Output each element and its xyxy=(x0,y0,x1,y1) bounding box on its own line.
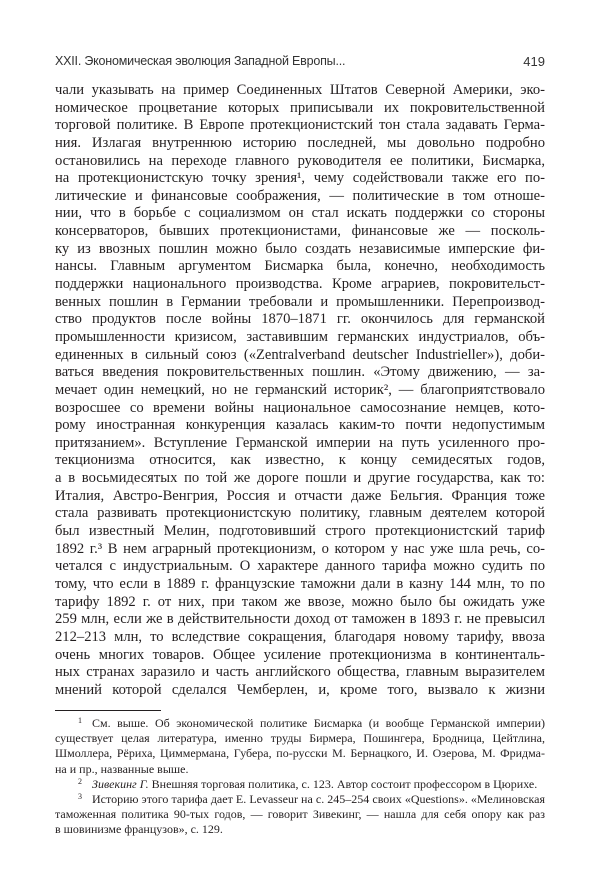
footnote-number: 2 xyxy=(78,776,82,786)
footnote-separator xyxy=(55,710,161,711)
text-line: рому иностранная конкуренция казалась каким-то почти недопустимым xyxy=(55,417,545,434)
footnote-number: 3 xyxy=(78,791,82,801)
text-line: промышленности кризисом, заставившим германских индустриалов, объ- xyxy=(55,328,545,345)
text-line: литические и финансовые соображения, — политические в том отноше- xyxy=(55,187,545,204)
text-line: 259 млн, если же в действительности доход от таможен в 1893 г. не превысил xyxy=(55,611,545,628)
footnote-line xyxy=(55,731,545,746)
footnote-text: Историю этого тарифа дает E. Levasseur на с. 245–254 своих «Questions». «Мелиновская xyxy=(92,791,545,806)
footnote-line xyxy=(55,762,545,777)
text-line: остановились на переходе главного руководителя ее политики, Бисмарка, xyxy=(55,152,545,169)
footnote-text: в шовинизме французов», с. 129. xyxy=(55,822,223,837)
text-line: на протекционистскую точку зрения¹, чему содействовали также его по- xyxy=(55,170,545,187)
text-line: венных пошлин в Германии требовали и промышленники. Перепроизвод- xyxy=(55,293,545,310)
text-line: поддержки национального производства. Кроме аграриев, покровительст- xyxy=(55,276,545,293)
text-line: тому, что если в 1889 г. французские таможни дали в казну 144 млн, то по xyxy=(55,575,545,592)
text-line: ваться введения покровительственных пошлин. «Этому движению, — за- xyxy=(55,364,545,381)
footnote-text: Внешняя торговая политика, с. 123. Автор состоит профессором в Цюрихе. xyxy=(151,776,538,791)
text-line: номическое процветание которых приписывали их покровительственной xyxy=(55,99,545,116)
text-line: единенных в сильный союз («Zentralverband deutscher Industrieller»), доби- xyxy=(55,346,545,363)
text-line: ство продуктов после войны 1870–1871 гг. окончилось для германской xyxy=(55,311,545,328)
text-line: очень многих товаров. Общее усиление протекционизма в континенталь- xyxy=(55,646,545,663)
footnote-text: Шмоллера, Рёриха, Циммермана, Губера, по-русски М. Бернацкого, И. Озерова, М. Фридма- xyxy=(55,746,545,761)
text-line: мечает один немецкий, но не германский историк², — благоприятствовало xyxy=(55,381,545,398)
text-line: а в восьмидесятых по той же дороге пошли и другие государства, как то: xyxy=(55,470,545,487)
running-title: XXII. Экономическая эволюция Западной Европы... xyxy=(55,54,346,68)
text-line: чали указывать на пример Соединенных Штатов Северной Америки, эко- xyxy=(55,82,545,98)
footnote-text: существует целая литература, именно труды Бирмера, Пошингера, Бродница, Цейтлина, xyxy=(55,731,545,746)
text-line: торговой политике. В Европе протекционистский тон стала задавать Герма- xyxy=(55,117,545,134)
footnote-line xyxy=(55,792,545,807)
footnote-line xyxy=(55,822,545,837)
footnote-author: Зивекинг Г. xyxy=(92,776,149,791)
text-line: был известный Мелин, подготовивший строго протекционистский тариф xyxy=(55,523,545,540)
footnotes xyxy=(55,716,545,838)
text-line: текционизма относится, как известно, к концу семидесятых годов, xyxy=(55,452,545,469)
text-line: возросшее со времени войны национальное самосознание немцев, кото- xyxy=(55,399,545,416)
page-number: 419 xyxy=(523,54,545,69)
text-line: ных странах заразило и часть английского общества, главным выразителем xyxy=(55,664,545,681)
text-line: тарифу 1892 г. от них, при таком же ввозе, можно было бы ожидать уже xyxy=(55,593,545,610)
main-text xyxy=(55,82,545,699)
footnote-number: 1 xyxy=(78,716,82,725)
footnote-line xyxy=(55,777,545,792)
footnote-line xyxy=(55,716,545,731)
running-header xyxy=(55,54,545,70)
text-line: консерваторов, бывших протекционистами, финансовые же — посколь- xyxy=(55,223,545,240)
text-line: притязанием». Вступление Германской империи на путь усиленного про- xyxy=(55,434,545,451)
footnote-text: См. выше. Об экономической политике Бисмарка (и вообще Германской империи) xyxy=(92,716,545,730)
text-line: ку из ввозных пошлин можно было создать независимые имперские фи- xyxy=(55,240,545,257)
text-line: нансы. Главным аргументом Бисмарка была, конечно, необходимость xyxy=(55,258,545,275)
footnote-text: на и пр., названные выше. xyxy=(55,761,189,776)
footnote-line xyxy=(55,807,545,822)
footnote-text: таможенная политика 90-тых годов, — говорит Зивекинг, — нашла для себя опору как раз xyxy=(55,807,545,822)
text-line: Италия, Австро-Венгрия, Россия и отчасти даже Бельгия. Франция тоже xyxy=(55,487,545,504)
text-line: 1892 г.³ В нем аграрный протекционизм, о котором у нас уже шла речь, со- xyxy=(55,540,545,557)
text-line: 212–213 млн, то вследствие сокращения, благодаря новому тарифу, ввоза xyxy=(55,628,545,645)
footnote-line xyxy=(55,746,545,761)
text-line: мнений которой сделался Чемберлен, и, кроме того, вызвало к жизни xyxy=(55,681,545,698)
text-line: ния. Излагая внутреннюю историю последней, мы довольно подробно xyxy=(55,134,545,151)
text-line: нии, что в борьбе с социализмом он стал искать поддержки со стороны xyxy=(55,205,545,222)
text-line: четался с индустриальным. О характере данного тарифа можно судить по xyxy=(55,558,545,575)
text-line: стала развивать протекционистскую политику, главным деятелем которой xyxy=(55,505,545,522)
